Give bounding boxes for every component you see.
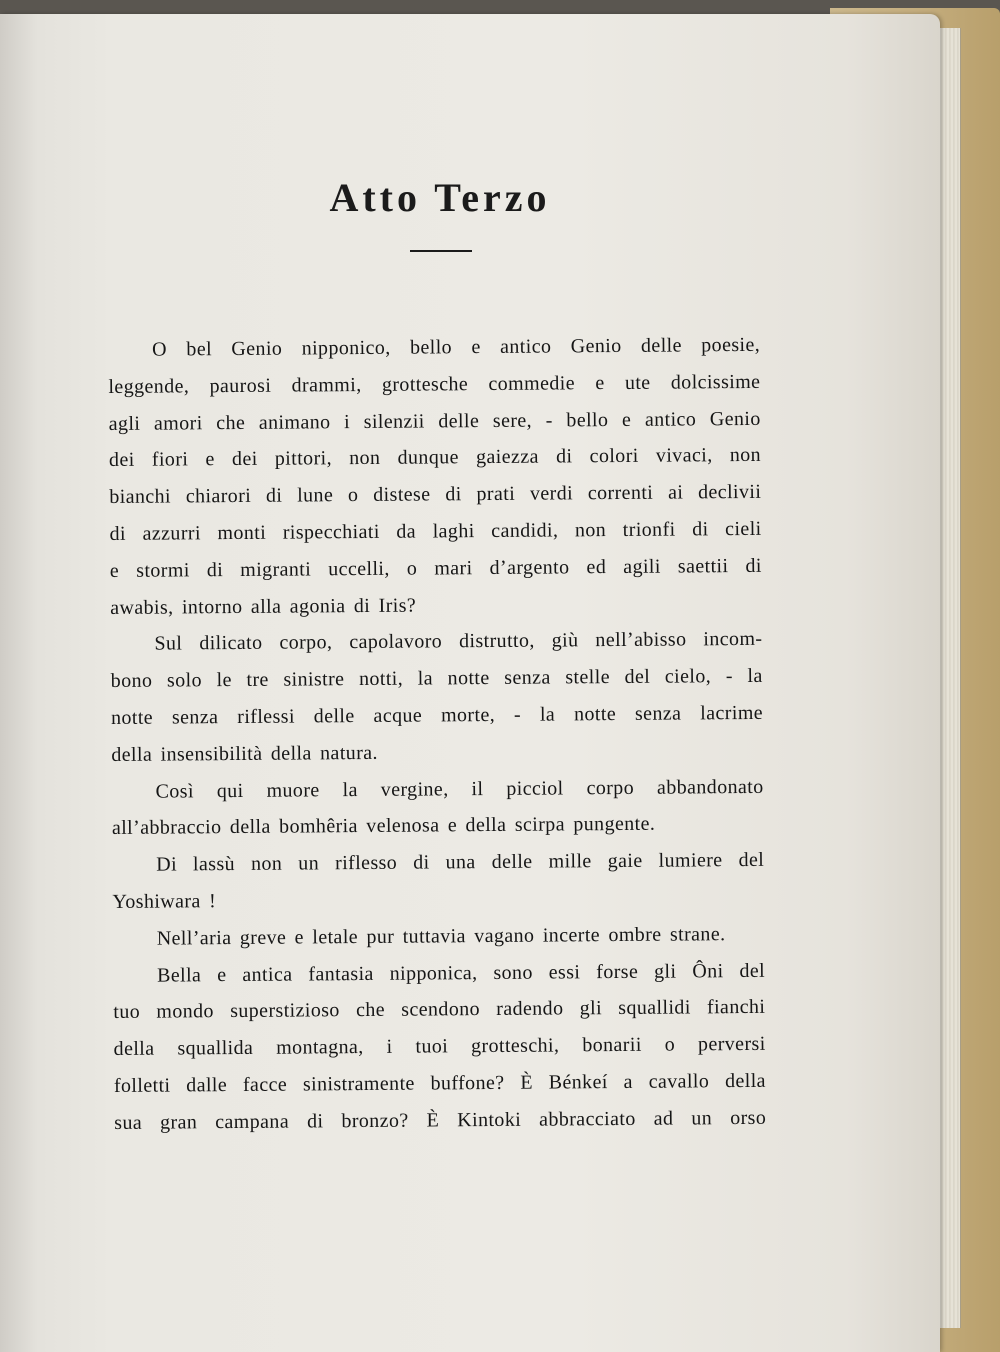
text-line: Nell’aria greve e letale pur tuttavia vagano incerte ombre strane. <box>156 922 726 950</box>
text-line: Così qui muore la vergine, il picciol corpo abbandonato <box>155 775 764 803</box>
text-line: notte senza riflessi delle acque morte, - la notte senza lacrime <box>110 701 764 729</box>
text-line: awabis, intorno alla agonia di Iris? <box>110 594 417 619</box>
chapter-title: Atto Terzo <box>329 175 551 220</box>
text-line: tuo mondo superstizioso che scendono radendo gli squallidi fianchi <box>113 996 766 1024</box>
text-line: leggende, paurosi drammi, grottesche commedie e ute dolcissime <box>108 370 761 398</box>
text-line: Sul dilicato corpo, capolavoro distrutto, giù nell’abisso incom- <box>154 628 763 656</box>
book-page <box>0 14 940 1352</box>
text-line: bono solo le tre sinistre notti, la notte senza stelle del cielo, - la <box>110 665 763 693</box>
text-line: Bella e antica fantasia nipponica, sono essi forse gli Ôni del <box>156 959 766 987</box>
text-line: all’abbraccio della bomhêria velenosa e della scirpa pungente. <box>111 813 656 840</box>
text-line: agli amori che animano i silenzii delle sere, - bello e antico Genio <box>108 407 761 435</box>
title-divider <box>410 250 472 252</box>
text-line: Di lassù non un riflesso di una delle mille gaie lumiere del <box>156 849 765 876</box>
text-line: folletti dalle facce sinistramente buffone? È Bénkeí a cavallo della <box>113 1069 766 1097</box>
text-line: e stormi di migranti uccelli, o mari d’argento ed agili saettii di <box>109 554 762 582</box>
text-line: O bel Genio nipponico, bello e antico Genio delle poesie, <box>152 333 761 361</box>
text-line: della squallida montagna, i tuoi grotteschi, bonarii o perversi <box>113 1032 766 1061</box>
text-line: sua gran campana di bronzo? È Kintoki abbracciato ad un orso <box>114 1106 767 1134</box>
text-line: Yoshiwara ! <box>112 890 217 913</box>
text-line: dei fiori e dei pittori, non dunque gaiezza di colori vivaci, non <box>108 444 762 472</box>
body-text <box>108 327 766 1142</box>
text-line: della insensibilità della natura. <box>111 741 378 766</box>
text-line: di azzurri monti rispecchiati da laghi candidi, non trionfi di cieli <box>109 517 762 545</box>
text-line: bianchi chiarori di lune o distese di prati verdi correnti ai declivii <box>109 481 762 509</box>
